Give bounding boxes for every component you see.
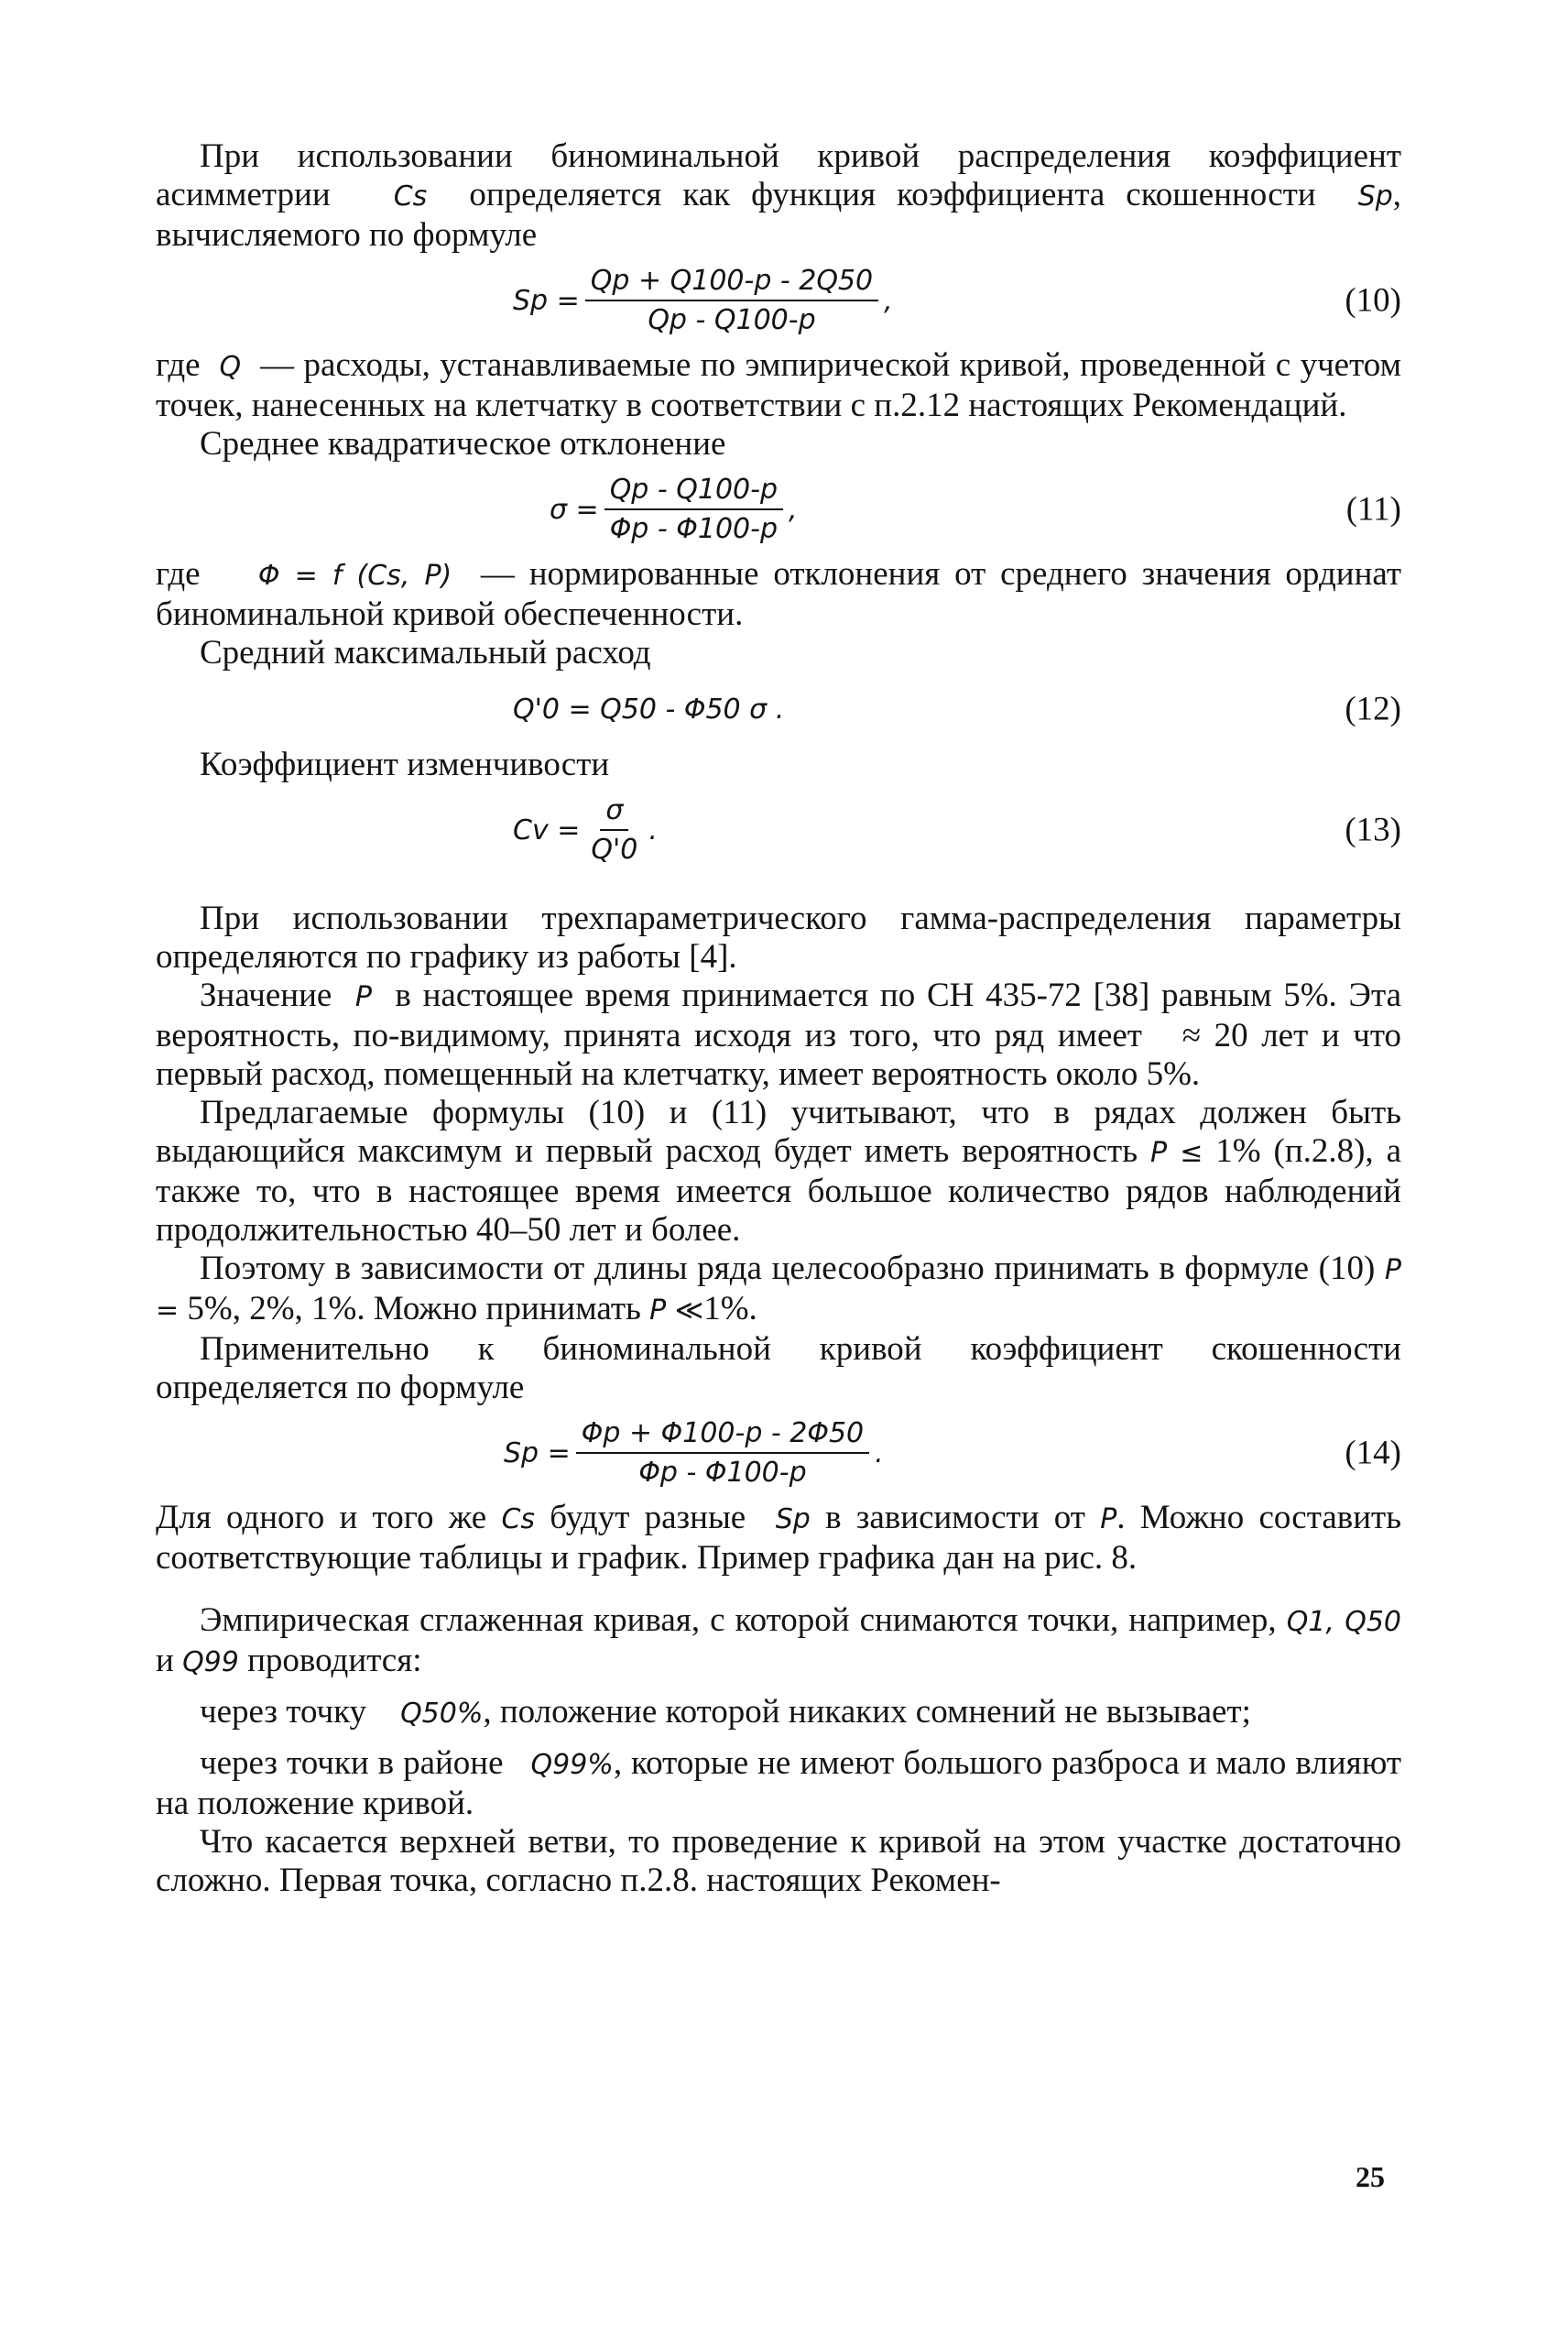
paragraph-gamma: При использовании трехпараметрического гамма-распределения параметры определяются по графику из работы [4]. — [156, 900, 1401, 976]
symbol-p-eq: P = — [156, 1254, 1402, 1327]
page-number: 25 — [1356, 2160, 1385, 2193]
paragraph-proposed-formulas: Предлагаемые формулы (10) и (11) учитывают, что в рядах должен быть выдающийся максимум и первый расход будет иметь вероятность P ≤ 1% (п.2.8), а также то, что в настоящее время имеется большое количество рядов наблюдений продолжительностью 40–50 лет и более. — [156, 1094, 1401, 1249]
equation-13-numerator: σ — [600, 794, 628, 831]
equation-10-lhs: Sp = — [513, 284, 580, 317]
equation-13-fraction — [585, 794, 643, 866]
paragraph-applied: Применительно к биноминальной кривой коэффициент скошенности определяется по формуле — [156, 1330, 1401, 1406]
equation-14-number: (14) — [1345, 1434, 1401, 1472]
equation-11: σ = $\frac{Qp - Q100-p}{\Phi p - \Phi 100-p}$ , (11) — [550, 474, 1401, 545]
heading-std-deviation: Среднее квадратическое отклонение — [200, 425, 726, 463]
equation-14-numerator: Φp + Φ100-p - 2Φ50 — [576, 1417, 869, 1454]
paragraph-value-p: Значение P в настоящее время принимается по СН 435-72 [38] равным 5%. Эта вероятность, по-видимому, принята исходя из того, что ряд имеет ≈ 20 лет и что первый расход, помещенный на клетчатку, имеет вероятность около 5%. — [156, 977, 1402, 1093]
equation-10-denominator: Qp - Q100-p — [648, 304, 816, 336]
equation-13-number: (13) — [1345, 811, 1401, 849]
symbol-q50-percent: Q50% — [400, 1698, 484, 1730]
symbol-approx: ≈ — [1181, 1017, 1202, 1054]
list-item-q99: через точки в районе Q99%, которые не имеют большого разброса и мало влияют на положение кривой. — [156, 1744, 1402, 1822]
symbol-cs-2: Cs — [501, 1503, 536, 1535]
paragraph-where-phi: где Φ = f (Cs, P) — нормированные отклонения от среднего значения ординат биноминальной кривой обеспеченности. — [156, 555, 1401, 633]
heading-mean-discharge: Средний максимальный расход — [200, 634, 651, 672]
symbol-p: P — [354, 981, 372, 1013]
equation-12-formula: Q'0 = Q50 - Φ50 σ . — [513, 693, 785, 726]
equation-10-numerator: Qp + Q100-p - 2Q50 — [585, 265, 878, 301]
symbol-q99: Q99 — [182, 1646, 239, 1678]
equation-14: Sp = $\frac{\Phi p + \Phi 100-p - 2\Phi 50}{\Phi p - \Phi 100-p}$ . (14) — [504, 1417, 1401, 1489]
symbol-p-2: P — [1100, 1503, 1117, 1535]
equation-12 — [156, 672, 1401, 746]
symbol-q1-q50: Q1, Q50 — [1286, 1606, 1401, 1638]
equation-10: Sp = $\frac{Qp + Q100-p - 2Q50}{Qp - Q100-p}$ , (10) — [513, 265, 1401, 336]
equation-11-fraction — [604, 474, 783, 545]
paragraph-therefore: Поэтому в зависимости от длины ряда целесообразно принимать в формуле (10) P = 5%, 2%, 1%. Можно принимать P ≪1%. — [156, 1250, 1402, 1327]
symbol-phi: Φ = f (Cs, P) — [257, 560, 452, 592]
symbol-p-le: P ≤ — [1149, 1137, 1203, 1169]
list-item-q50: через точку Q50%, положение которой никаких сомнений не вызывает; — [200, 1693, 1251, 1731]
page-content — [156, 137, 1401, 1900]
symbol-q99-percent: Q99% — [530, 1749, 614, 1781]
paragraph-upper-branch: Что касается верхней ветви, то проведение к кривой на этом участке достаточно сложно. Первая точка, согласно п.2.8. настоящих Рекомен- — [156, 1823, 1401, 1899]
equation-13: Cv = $\frac{\sigma}{Q'0}$ . (13) — [513, 794, 1401, 866]
equation-13-lhs: Cv = — [513, 814, 581, 846]
symbol-q: Q — [219, 351, 242, 383]
equation-10-number: (10) — [1345, 281, 1401, 320]
paragraph-where-q: где Q — расходы, устанавливаемые по эмпирической кривой, проведенной с учетом точек, нанесенных на клетчатку в соответствии с п.2.12 настоящих Рекомендаций. — [156, 346, 1401, 424]
equation-12-number: (12) — [1345, 690, 1401, 728]
symbol-p-ll: P ≪ — [649, 1294, 704, 1327]
equation-11-lhs: σ = — [550, 493, 599, 526]
equation-10-fraction — [585, 265, 878, 336]
equation-11-numerator: Qp - Q100-p — [604, 474, 783, 510]
symbol-cs: Cs — [393, 180, 428, 213]
symbol-sp-2: Sp — [775, 1503, 811, 1535]
paragraph-empirical-curve: Эмпирическая сглаженная кривая, с которой снимаются точки, например, Q1, Q50 и Q99 проводится: — [156, 1601, 1401, 1679]
equation-14-fraction — [576, 1417, 869, 1489]
heading-variation-coefficient: Коэффициент изменчивости — [200, 746, 610, 783]
equation-11-denominator: Φp - Φ100-p — [609, 513, 778, 545]
equation-13-denominator: Q'0 — [591, 834, 638, 866]
paragraph-skewness: При использовании биноминальной кривой распределения коэффициент асимметрии Cs определяется как функция коэффициента скошенности Sp, вычисляемого по формуле — [156, 137, 1402, 254]
symbol-sp: Sp — [1357, 180, 1393, 213]
equation-14-denominator: Φp - Φ100-p — [638, 1457, 807, 1489]
equation-11-number: (11) — [1345, 490, 1401, 529]
equation-14-lhs: Sp = — [504, 1436, 571, 1469]
paragraph-same-cs: Для одного и того же Cs будут разные Sp в зависимости от P. Можно составить соответствующие таблицы и график. Пример графика дан на рис. 8. — [156, 1499, 1402, 1577]
